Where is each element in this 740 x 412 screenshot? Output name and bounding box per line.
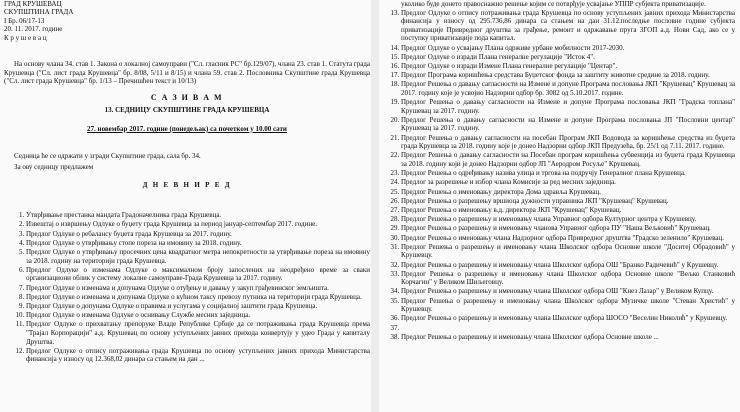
agenda-item: 17. Предлог Програма коришћења средстава Буџетског фонда за заштиту животне средине за 2018. годину. (401, 71, 735, 80)
agenda-item: 35. Предлог Решења о разрешењу и именовању члана Школског одбора Музичке школе "Стеван Христић" у Крушевцу. (401, 297, 735, 314)
agenda-item (401, 324, 735, 333)
agenda-item: 8. Предлог Одлуке о изменама и допунама Одлуке о кућном таксу превозу путника на територији града Крушевца. (26, 293, 370, 302)
agenda-item: 15. Предлог Одлуке о изради Плана генералне регулације "Исток 4". (401, 53, 735, 62)
right-column (379, 0, 735, 342)
agenda-item: 5. Предлог Одлуке о утврђивању просечних цена квадратног метра непокретности за утврђивање пореза на имовину за 2018. годину на територији града Крушевца. (26, 248, 370, 265)
document-header (4, 0, 370, 42)
agenda-item: 38. Предлог Решења о разрешењу и именовању члана Школског одбора Основне школе ... (401, 333, 735, 342)
agenda-item: 21. Предлог Решења о давању сагласности на посебан Програм ЈКП Водовода за коришћење средства из буџета града Крушевца за 2018. годину које је донео Надзорни одбор ЈКП Предузећа, бр. 25/1 од 7.11. 2017. године. (401, 134, 735, 151)
agenda-item: 4. Предлог Одлуке о утврђивању стопе пореза на имовину за 2018. годину. (26, 239, 370, 248)
header-line: СКУПШТИНА ГРАДА (4, 8, 74, 17)
agenda-list-right (379, 9, 735, 342)
agenda-item: 20. Предлог Решења о давању сагласности на Измене и допуне Програма пословања ЈП "Пословни центар" Крушевац за 2017. годину. (401, 116, 735, 133)
agenda-item: 33. Предлог Решења о разрешењу и именовању члана Школског одбора Основне школе "Вељко Станковић Корчагин" у Великом Шиљеговцу. (401, 270, 735, 287)
legal-basis-paragraph: На основу члана 34. став 1. Закона о локалној самоуправи ("Сл. гласник РС" бр.129/07), члана 23. став 1. Статута града Крушевца ("Сл. лист града Крушевца" бр. 8/08, 5/11 и 8/15) и члана 59. став 2. Пословника Скупштине града Крушевца ("Сл. лист града Крушевца" бр. 1/13 – Пречишћен текст и 10/13) (4, 59, 370, 86)
agenda-list-left (4, 211, 370, 364)
continued-text: уколико буде донето правоснажно решење којим се потврђује усвајање УППР субјекта приватизације. (401, 0, 706, 8)
agenda-item: 22. Предлог Решења о давању сагласности на Посебан програм коришћења субвенција из буџета града Крушевца за 2018. годину који је донео Надзорни одбор ЈП "Аеродром Росуље" Крушевац. (401, 151, 735, 168)
document-title: С А З И В А М (150, 92, 224, 102)
agenda-item: 32. Предлог Решења о разрешењу и именовању члана Школског одбора ОШ "Бранко Радичевић" у Крушевцу. (401, 261, 735, 270)
header-line: I Бр. 06/17-13 (4, 16, 45, 25)
agenda-item: 18. Предлог Решења о давању сагласности на Измене и допуне Програма пословања ЈКП "Крушевац" Крушевац за 2017. годину које је усвојио Надзорни одбор бр. 3082 од 5.10.2017. године. (401, 80, 735, 97)
agenda-item: 11. Предлог Одлуке о прихватању препоруке Владе Републике Србије да се потраживања града Крушевца према "Трајал Корпорацији" а.д. Крушевац по основу уступљених јавних прихода конвертују у удео Града у капиталу Друштва. (26, 320, 370, 346)
agenda-item: 34. Предлог Решења о разрешењу и именовању члана Школског одбора ОШ "Кнез Лазар" у Великом Купцу. (401, 287, 735, 296)
session-date: 27. новембар 2017. године (понедељак) са почетком у 10.00 сати (87, 124, 287, 133)
agenda-title: Д Н Е В Н И Р Е Д (142, 180, 232, 189)
location-paragraph: Седница ће се одржати у згради Скупштине града, сала бр. 34. (14, 151, 201, 160)
agenda-item: 26. Предлог Решења о разрешењу вршиоца дужности управника ЈКП "Крушевац" Крушевац. (401, 197, 735, 206)
agenda-item: 9. Предлог Одлуке о допунама Одлуке о правима и услугама у социјалној заштити града Крушевца. (26, 302, 370, 311)
agenda-item: 16. Предлог Одлуке о изради Измене Плана генералне регулације "Центар". (401, 62, 735, 71)
session-subtitle: 13. СЕДНИЦУ СКУПШТИНЕ ГРАДА КРУШЕВЦА (104, 106, 270, 115)
agenda-item: 14. Предлог Одлуке о усвајању Плана одрживе урбане мобилности 2017-2030. (401, 44, 735, 53)
header-line: ГРАД КРУШЕВАЦ (4, 0, 62, 8)
agenda-item: 3. Предлог Одлуке о ребалансу буџета града Крушевца за 2017. годину. (26, 230, 370, 239)
page-gutter (371, 0, 379, 412)
agenda-item: 23. Предлог Решења о одређивању назива улица и тргова на подручју Генералног плана Крушевца. (401, 169, 735, 178)
header-line: 20. 11. 2017. године (4, 25, 63, 34)
agenda-item: 10. Предлог Одлуке о изменама Одлуке о оснивању Службе месних заједница. (26, 311, 370, 320)
agenda-item: 29. Предлог Решења о разрешењу и именовању чланова Управног одбора ПУ "Наша Вељковић" Крушевац. (401, 224, 735, 233)
agenda-item: 30. Предлог Решења о именовању члана Надзорног одбора Привредног друштва "Градско зеленило" Крушевац. (401, 234, 735, 243)
agenda-item: 12. Предлог Одлуке о отпису потраживања града Крушевца по основу уступљених јавних прихода Министарства финансија у износу од 12.368,02 динара са стањем на дан ... (26, 347, 370, 364)
agenda-item: 13. Предлог Одлуке о отпису потраживања града Крушевца по основу уступљених јавних прихода Министарства финансија у износу од 295.736,86 динара са стањем на дан 31.12.последње пословне године субјекта приватизације Привредног друштва за грађење, ремонт и одржавање пруга ЗГОП а.д. Нови Сад, ако се у поступку приватизације пода капитал. (401, 9, 735, 43)
agenda-item: 25. Предлог Решења о именовању директора Дома здравља Крушевац. (401, 188, 735, 197)
agenda-item: 31. Предлог Решења о разрешењу и именовању члана Школског одбора Основне школе "Доситеј Обрадовић" у Крушевцу. (401, 243, 735, 260)
agenda-item: 36. Предлог Решења о разрешењу и именовању члана Школског одбора ШОСО "Веселин Николић" у Крушевцу. (401, 314, 735, 323)
left-column (4, 0, 370, 365)
agenda-item: 19. Предлог Решења о давању сагласности на Измене и допуне Програма пословања ЈКП "Градска топлана" Крушевац за 2017. годину. (401, 98, 735, 115)
agenda-item: 2. Извештај о извршењу Одлуке о буџету града Крушевца за период јануар-септембар 2017. године. (26, 220, 370, 229)
agenda-item: 28. Предлог Решења о разрешењу и именовању члана Управног одбора Културног центра у Крушевцу. (401, 215, 735, 224)
agenda-item: 27. Предлог Решења о именовању в.д. директора ЈКП "Крушевац" Крушевац. (401, 206, 735, 215)
agenda-item: 1. Утврђивање престанка мандата Градоначелника града Крушевца. (26, 211, 370, 220)
agenda-item: 7. Предлог Одлуке о изменама и допунама Одлуке о отуђењу и давању у закуп грађевинског земљишта. (26, 284, 370, 293)
proposal-paragraph: За ову седницу предлажем (14, 163, 94, 172)
header-line: К р у ш е в а ц (4, 33, 47, 42)
agenda-item: 24. Предлог за разрешење и избор члана Комисије за ред месних заједница. (401, 178, 735, 187)
agenda-item: 6. Предлог Одлуке о изменама Одлуке о максималном броју запослених на неодређено време за сваки организациони облик у систему локалне самоуправе-Града Крушевца за 2017. годину. (26, 266, 370, 283)
